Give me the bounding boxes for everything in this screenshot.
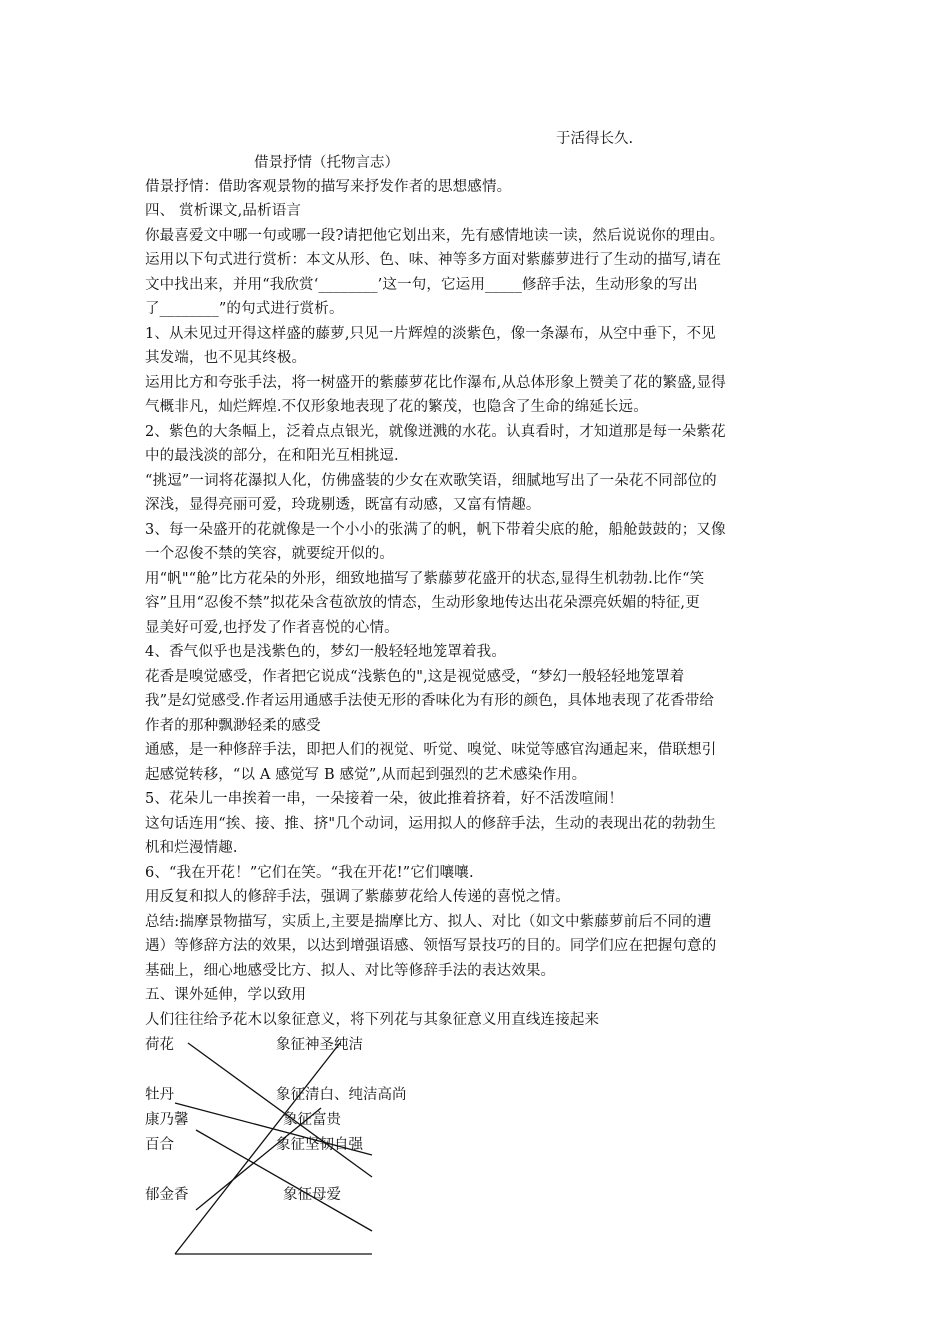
flower-tulip: 郁金香 bbox=[145, 1187, 189, 1203]
match-line bbox=[196, 1130, 372, 1231]
top-fragment: 于活得长久. bbox=[556, 131, 634, 147]
body-line: 气概非凡，灿烂辉煌.不仅形象地表现了花的繁茂，也隐含了生命的绵延长远。 bbox=[145, 399, 648, 415]
body-line: “挑逗”一词将花瀑拟人化，仿佛盛装的少女在欢歌笑语，细腻地写出了一朵花不同部位的 bbox=[145, 473, 717, 489]
body-line: 显美好可爱,也抒发了作者喜悦的心情。 bbox=[145, 620, 399, 636]
section-heading: 借景抒情（托物言志） bbox=[254, 155, 399, 171]
flower-peony: 牡丹 bbox=[145, 1087, 174, 1103]
body-line: 文中找出来，并用“我欣赏‘________’这一句，它运用_____修辞手法，生动形象的写出 bbox=[145, 277, 698, 293]
body-line: 遇）等修辞方法的效果，以达到增强语感、领悟写景技巧的目的。同学们应在把握句意的 bbox=[145, 938, 717, 954]
body-line: 2、紫色的大条幅上，泛着点点银光，就像迸溅的水花。认真看时，才知道那是每一朵紫花 bbox=[145, 424, 726, 440]
body-line: 起感觉转移，“以 A 感觉写 B 感觉”,从而起到强烈的艺术感染作用。 bbox=[145, 767, 587, 783]
body-line: 深浅，显得亮丽可爱，玲珑剔透，既富有动感，又富有情趣。 bbox=[145, 497, 541, 513]
section-title: 五、课外延伸，学以致用 bbox=[145, 987, 307, 1003]
meaning-sacred-pure: 象征神圣纯洁 bbox=[276, 1037, 363, 1053]
match-line bbox=[188, 1043, 372, 1177]
body-line: 总结:揣摩景物描写，实质上,主要是揣摩比方、拟人、对比（如文中紫藤萝前后不同的遭 bbox=[145, 914, 712, 930]
body-line: 用反复和拟人的修辞手法，强调了紫藤萝花给人传递的喜悦之情。 bbox=[145, 889, 570, 905]
body-line: 作者的那种飘渺轻柔的感受 bbox=[145, 718, 321, 734]
body-line: 运用以下句式进行赏析：本文从形、色、味、神等多方面对紫藤萝进行了生动的描写,请在 bbox=[145, 252, 722, 268]
meaning-noble: 象征清白、纯洁高尚 bbox=[276, 1087, 407, 1103]
body-line: 1、从未见过开得这样盛的藤萝,只见一片辉煌的淡紫色，像一条瀑布，从空中垂下，不见 bbox=[145, 326, 716, 342]
meaning-maternal-love: 象征母爱 bbox=[283, 1187, 341, 1203]
body-line: 机和烂漫情趣. bbox=[145, 840, 238, 856]
match-line bbox=[196, 1108, 321, 1210]
body-line: 一个忍俊不禁的笑容，就要绽开似的。 bbox=[145, 546, 395, 562]
body-line: 花香是嗅觉感受，作者把它说成“浅紫色的",这是视觉感受，“梦幻一般轻轻地笼罩着 bbox=[145, 669, 685, 685]
match-line bbox=[175, 1043, 340, 1254]
body-line: 这句话连用“挨、接、推、挤"几个动词，运用拟人的修辞手法，生动的表现出花的勃勃生 bbox=[145, 816, 717, 832]
body-line: 运用比方和夸张手法，将一树盛开的紫藤萝花比作瀑布,从总体形象上赞美了花的繁盛,显得 bbox=[145, 375, 726, 391]
section-title: 四、 赏析课文,品析语言 bbox=[145, 203, 302, 219]
body-line: 我”是幻觉感受.作者运用通感手法使无形的香味化为有形的颜色，具体地表现了花香带给 bbox=[145, 693, 715, 709]
flower-lotus: 荷花 bbox=[145, 1037, 174, 1053]
body-line: 3、每一朵盛开的花就像是一个小小的张满了的帆，帆下带着尖底的舱，船舱鼓鼓的；又像 bbox=[145, 522, 726, 538]
body-line: 基础上，细心地感受比方、拟人、对比等修辞手法的表达效果。 bbox=[145, 963, 556, 979]
body-line: 5、花朵儿一串挨着一串，一朵接着一朵，彼此推着挤着，好不活泼喧闹！ bbox=[145, 791, 624, 807]
meaning-tenacity: 象征坚韧自强 bbox=[276, 1137, 363, 1153]
flower-lily: 百合 bbox=[145, 1137, 174, 1153]
flower-carnation: 康乃馨 bbox=[145, 1112, 189, 1128]
body-line: 其发端，也不见其终极。 bbox=[145, 350, 307, 366]
body-line: 借景抒情：借助客观景物的描写来抒发作者的思想感情。 bbox=[145, 179, 512, 195]
body-line: 你最喜爱文中哪一句或哪一段?请把他它划出来，先有感情地读一读，然后说说你的理由。 bbox=[145, 228, 725, 244]
body-line: 6、“我在开花！”它们在笑。“我在开花!”它们嚷嚷. bbox=[145, 865, 474, 881]
body-line: 了________”的句式进行赏析。 bbox=[145, 301, 344, 317]
body-line: 通感，是一种修辞手法，即把人们的视觉、听觉、嗅觉、味觉等感官沟通起来，借联想引 bbox=[145, 742, 717, 758]
meaning-wealth: 象征富贵 bbox=[283, 1112, 341, 1128]
body-line: 人们往往给予花木以象征意义，将下列花与其象征意义用直线连接起来 bbox=[145, 1012, 600, 1028]
body-line: 中的最浅淡的部分，在和阳光互相挑逗. bbox=[145, 448, 399, 464]
body-line: 容”且用“忍俊不禁”拟花朵含苞欲放的情态，生动形象地传达出花朵漂亮妖媚的特征,更 bbox=[145, 595, 700, 611]
body-line: 4、香气似乎也是浅紫色的，梦幻一般轻轻地笼罩着我。 bbox=[145, 644, 506, 660]
body-line: 用“帆"“舱”比方花朵的外形，细致地描写了紫藤萝花盛开的状态,显得生机勃勃.比作“笑 bbox=[145, 571, 705, 587]
